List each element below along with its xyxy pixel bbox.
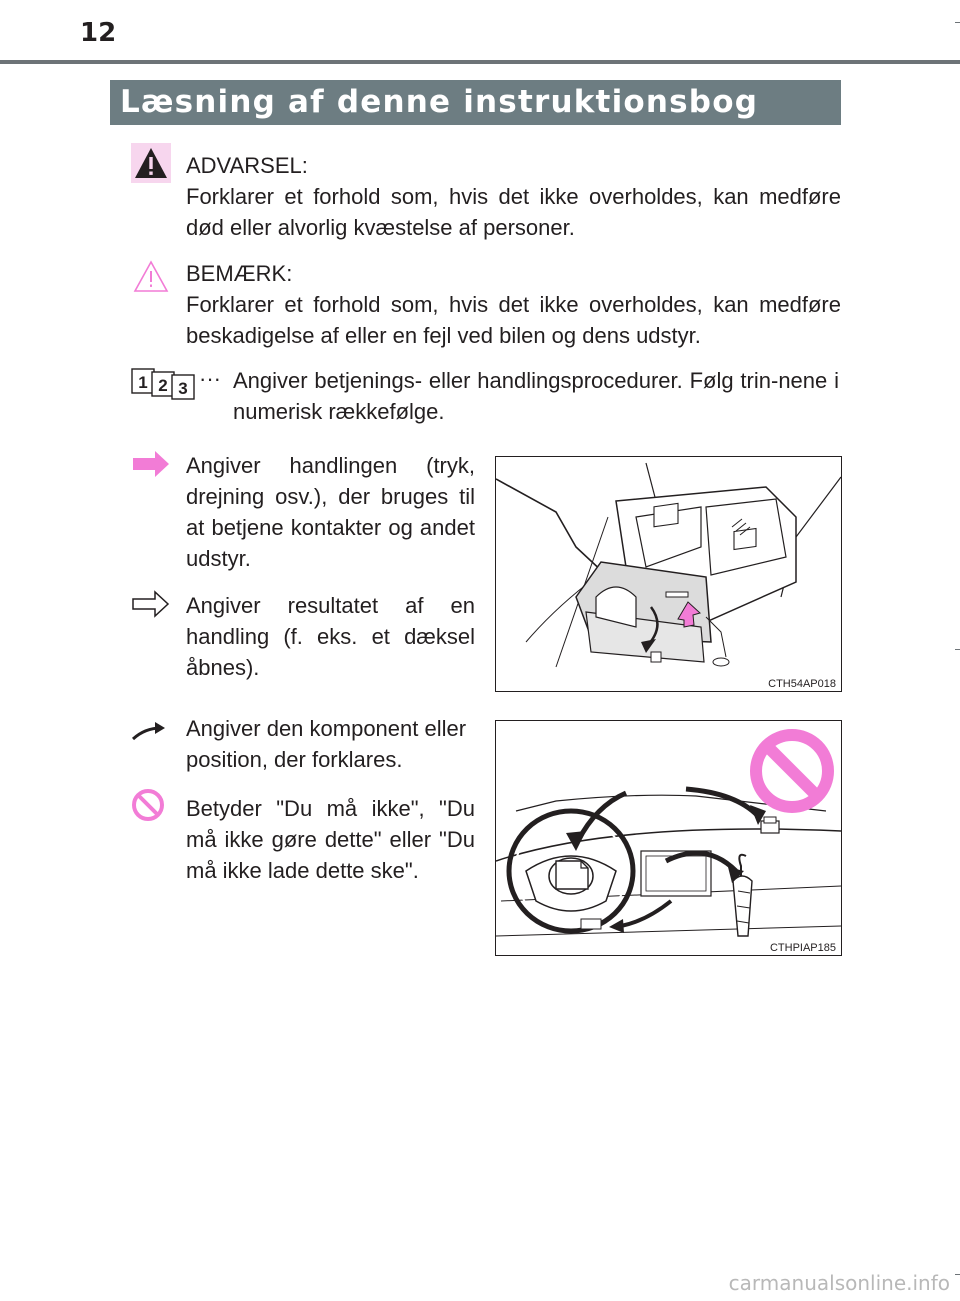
warning-text: Forklarer et forhold som, hvis det ikke overholdes, kan medføre død eller alvorlig kvæstelse af personer. [186, 184, 841, 240]
prohibited-icon [131, 788, 165, 822]
step-numbers-icon [131, 367, 206, 401]
overhead-console-illustration [495, 456, 842, 692]
warning-icon [131, 143, 171, 183]
crop-mark-bottom [955, 1274, 960, 1275]
warning-label: ADVARSEL: [186, 153, 308, 178]
crop-mark-middle [955, 649, 960, 650]
steps-ellipsis: ··· [199, 366, 221, 391]
component-text: Angiver den komponent eller position, der forklares. [186, 716, 467, 772]
watermark: carmanualsonline.info [728, 1271, 950, 1295]
action-arrow-icon [131, 449, 171, 479]
warning-block [186, 150, 841, 243]
dashboard-illustration [495, 720, 842, 956]
notice-block [186, 258, 841, 351]
crop-mark-top [955, 22, 960, 23]
dashboard-code: CTHPIAP185 [769, 942, 836, 954]
caution-icon [131, 257, 171, 297]
prohibited-text: Betyder "Du må ikke", "Du må ikke gøre dette" eller "Du må ikke lade dette ske". [186, 796, 475, 883]
overhead-console-code: CTH54AP018 [768, 678, 836, 690]
notice-label: BEMÆRK: [186, 261, 293, 286]
notice-text: Forklarer et forhold som, hvis det ikke overholdes, kan medføre beskadigelse af eller en fejl ved bilen og dens udstyr. [186, 292, 841, 348]
pointer-arrow-icon [131, 722, 167, 742]
action-text: Angiver handlingen (tryk, drejning osv.), der bruges til at betjene kontakter og andet udstyr. [186, 453, 475, 571]
step-digit-3: 3 [178, 379, 188, 398]
step-digit-1: 1 [138, 373, 148, 392]
page-number: 12 [80, 18, 117, 48]
step-digit-2: 2 [158, 376, 168, 395]
result-text: Angiver resultatet af en handling (f. eks. et dæksel åbnes). [186, 593, 475, 680]
result-arrow-icon [131, 589, 171, 619]
steps-text: Angiver betjenings- eller handlingsprocedurer. Følg trin-nene i numerisk rækkefølge. [233, 368, 839, 424]
top-rule [0, 60, 960, 64]
section-title: Læsning af denne instruktionsbog [110, 80, 841, 125]
